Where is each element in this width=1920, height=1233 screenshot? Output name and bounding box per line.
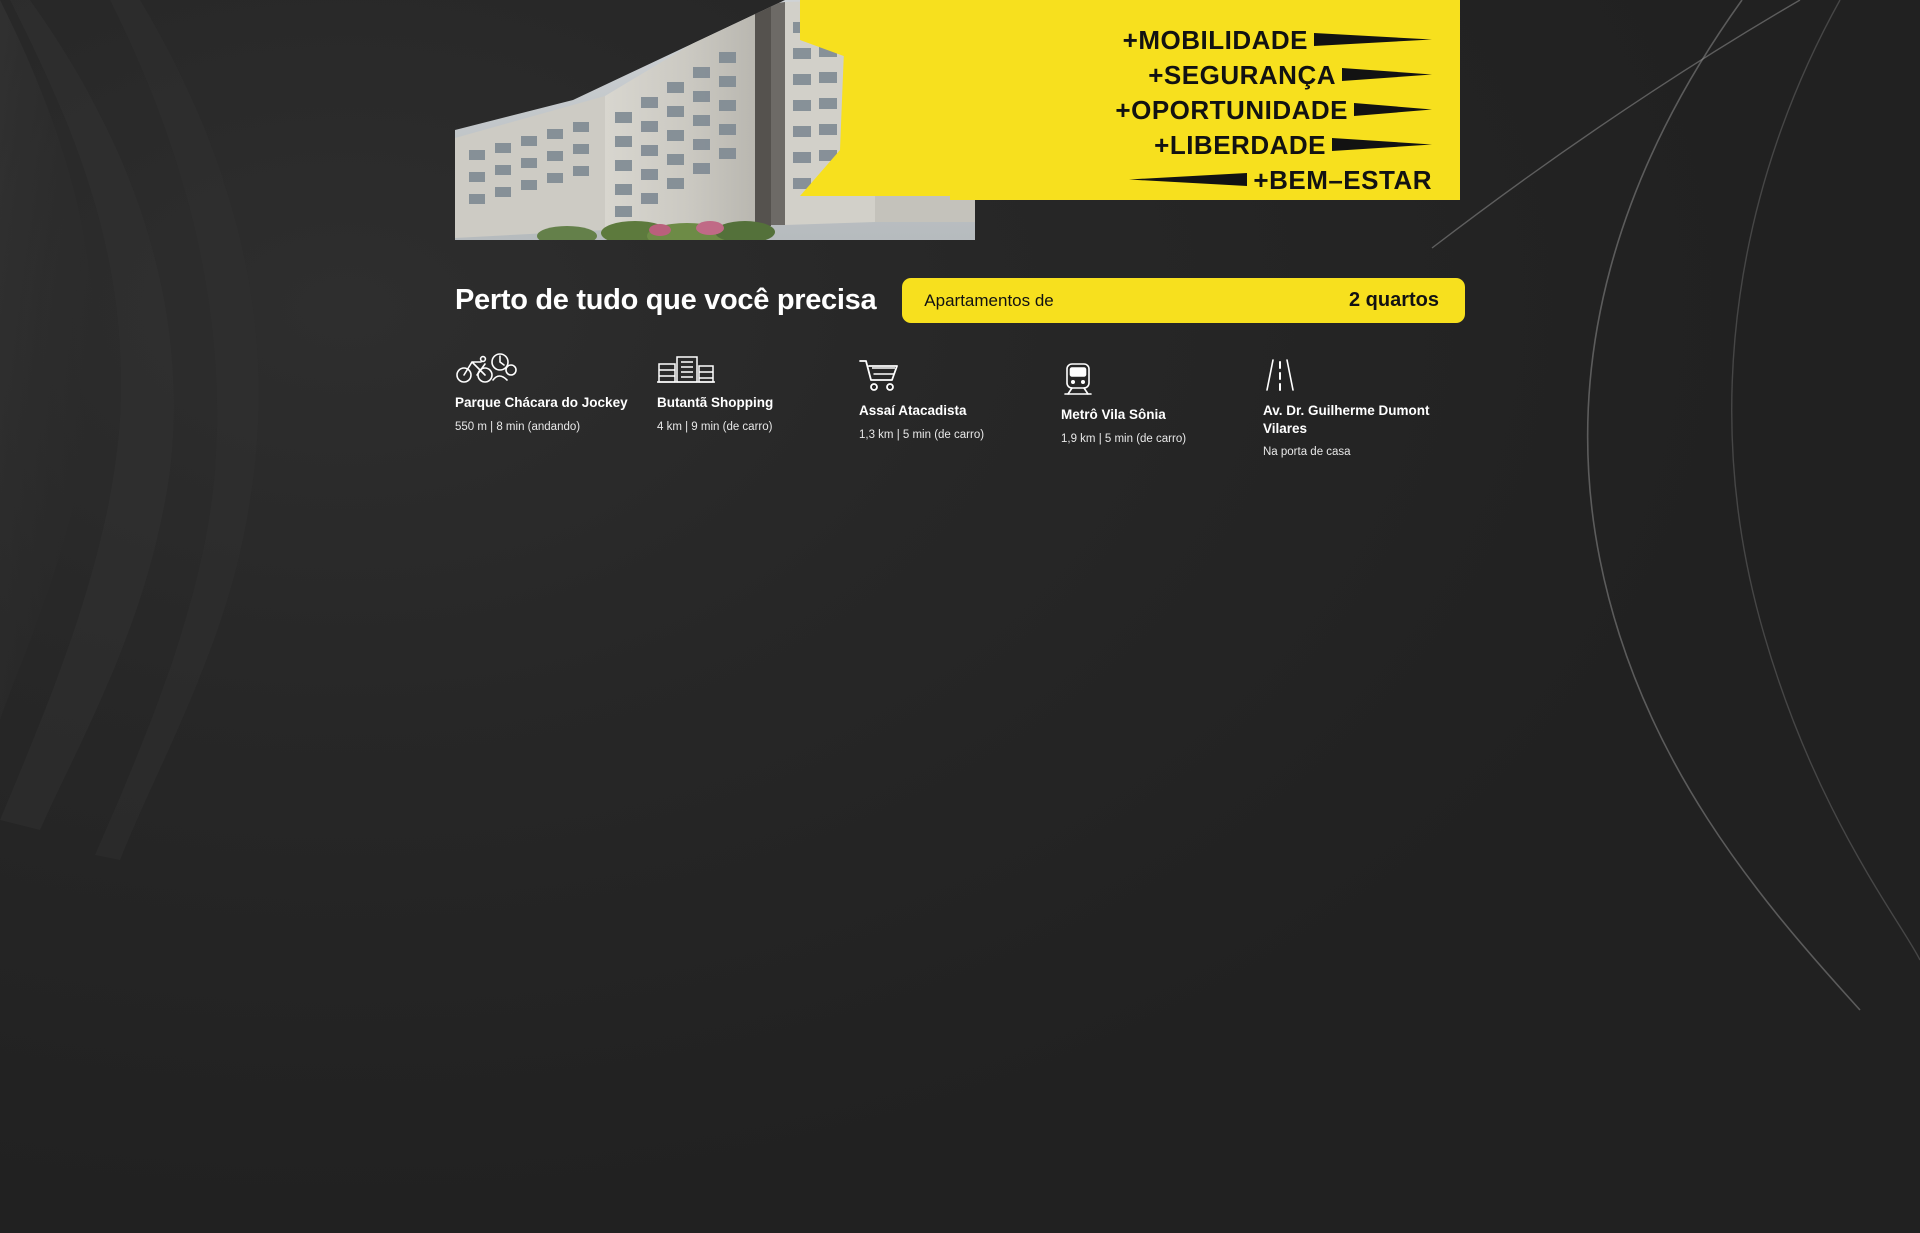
headline-row	[455, 278, 1465, 323]
claim-label: +OPORTUNIDADE	[1115, 94, 1348, 125]
bicycle-park-icon	[455, 340, 639, 384]
poi-distance: 4 km | 9 min (de carro)	[657, 420, 773, 433]
hero-banner	[455, 0, 1465, 245]
arrow-right-icon	[1342, 68, 1432, 81]
claims-list	[1115, 22, 1432, 197]
claim-item	[1115, 57, 1432, 92]
apartments-label: Apartamentos de	[924, 290, 1054, 310]
claim-label: +MOBILIDADE	[1122, 24, 1308, 55]
road-icon	[1263, 348, 1447, 392]
poi-name: Butantã Shopping	[657, 395, 774, 410]
apartments-value: 2 quartos	[1348, 289, 1439, 311]
claim-item	[1115, 22, 1432, 57]
shopping-mall-icon	[657, 340, 841, 384]
poi-distance: 1,3 km | 5 min (de carro)	[859, 428, 985, 441]
arrow-right-icon	[1314, 33, 1432, 46]
poi-item	[859, 340, 1061, 460]
claim-label: +LIBERDADE	[1154, 129, 1326, 160]
poi-item	[1263, 340, 1465, 460]
claim-label: +SEGURANÇA	[1148, 59, 1336, 90]
claim-item	[1115, 92, 1432, 127]
poi-item	[455, 340, 657, 460]
poi-distance: 1,9 km | 5 min (de carro)	[1061, 432, 1187, 445]
poi-name: Assaí Atacadista	[859, 403, 967, 418]
arrow-right-icon	[1332, 138, 1432, 151]
claims-flag	[800, 0, 1460, 243]
points-of-interest-list	[455, 340, 1465, 460]
claim-item	[1115, 162, 1432, 197]
train-metro-icon	[1061, 352, 1245, 396]
poi-name: Metrô Vila Sônia	[1061, 407, 1166, 422]
poi-distance: Na porta de casa	[1263, 446, 1351, 459]
poi-distance: 550 m | 8 min (andando)	[455, 420, 581, 433]
poi-name: Parque Chácara do Jockey	[455, 395, 628, 410]
claim-label: +BEM–ESTAR	[1253, 164, 1432, 195]
apartments-pill[interactable]	[902, 278, 1465, 323]
claim-item	[1115, 127, 1432, 162]
shopping-cart-icon	[859, 348, 1043, 392]
arrow-right-icon	[1354, 103, 1432, 116]
page-title: Perto de tudo que você precisa	[455, 284, 877, 316]
poi-name: Av. Dr. Guilherme Dumont Vilares	[1263, 403, 1430, 436]
arrow-left-icon	[1129, 173, 1247, 186]
poi-item	[1061, 340, 1263, 460]
poi-item	[657, 340, 859, 460]
